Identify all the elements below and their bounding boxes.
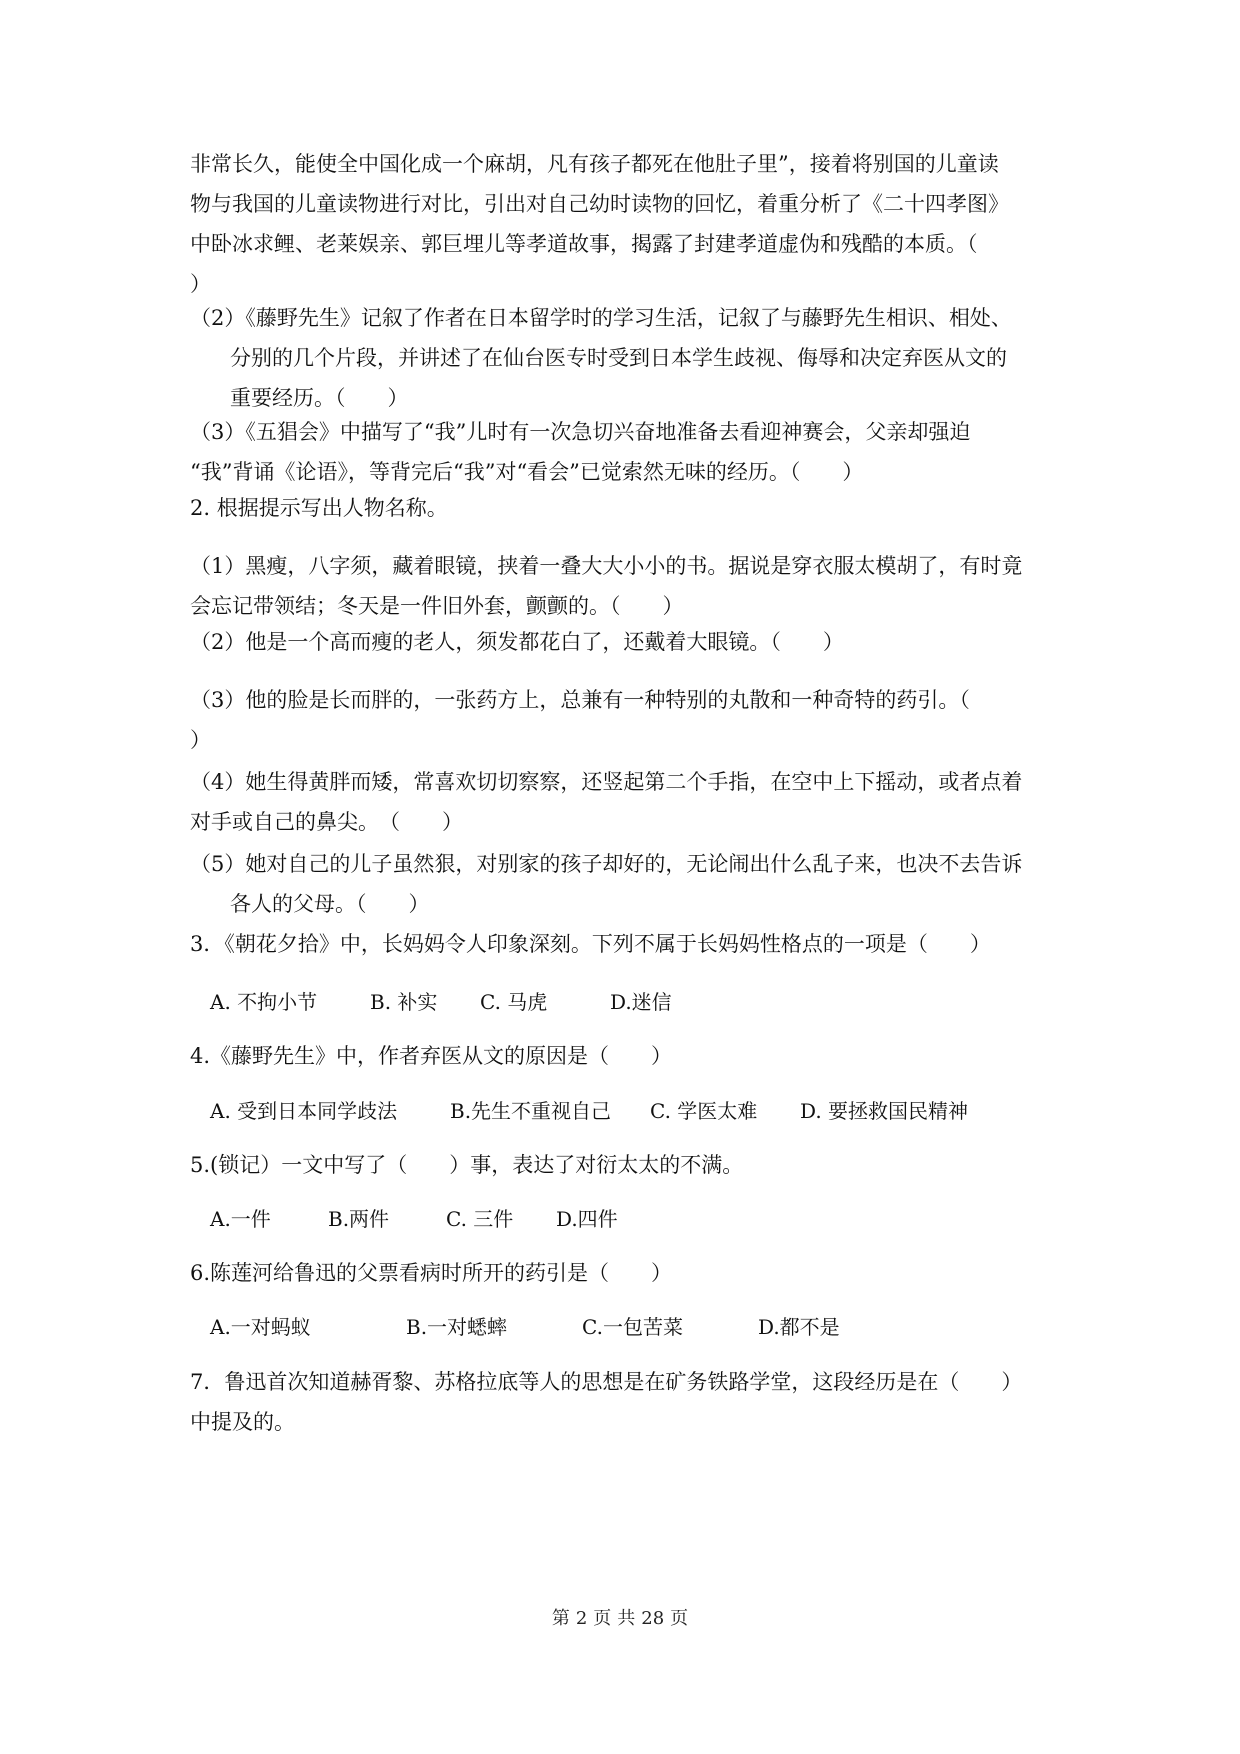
judgement-item-2 [190, 298, 1060, 418]
text-line: （3）他的脸是长而胖的，一张药方上，总兼有一种特别的丸散和一种奇特的药引。（ [190, 688, 970, 712]
option-d[interactable]: D.迷信 [610, 990, 672, 1014]
character-clue-5 [190, 844, 1060, 924]
text-line: ） [190, 272, 211, 296]
text-line: 7．鲁迅首次知道赫胥黎、苏格拉底等人的思想是在矿务铁路学堂，这段经历是在（ ） [190, 1370, 1023, 1394]
text-line: 重要经历。（ ） [230, 386, 409, 410]
page-footer [0, 1604, 1240, 1630]
footer-mid2: 共 [617, 1608, 636, 1629]
option-c[interactable]: C. 学医太难 [650, 1099, 758, 1123]
option-a[interactable]: A. 受到日本同学歧法 [210, 1099, 398, 1123]
footer-prefix: 第 [551, 1608, 570, 1629]
text-line: ） [190, 728, 211, 752]
text-line: 各人的父母。（ ） [230, 892, 430, 916]
text-line: 中卧冰求鲤、老莱娱亲、郭巨埋儿等孝道故事，揭露了封建孝道虚伪和残酷的本质。（ [190, 232, 978, 256]
option-b[interactable]: B.一对蟋蟀 [406, 1315, 508, 1339]
text-line: 非常长久，能使全中国化成一个麻胡，凡有孩子都死在他肚子里”，接着将别国的儿童读 [190, 152, 999, 176]
character-clue-4 [190, 762, 1060, 842]
character-clue-3 [190, 680, 1060, 760]
option-a[interactable]: A.一对蚂蚁 [210, 1315, 311, 1339]
text-line: 6.陈莲河给鲁迅的父票看病时所开的药引是（ ） [190, 1261, 673, 1285]
text-line: 2. 根据提示写出人物名称。 [190, 496, 448, 520]
question-5 [190, 1145, 1060, 1185]
text-line: （1）黑瘦，八字须，藏着眼镜，挟着一叠大大小小的书。据说是穿衣服太模胡了，有时竟 [190, 554, 1023, 578]
text-line: （4）她生得黄胖而矮，常喜欢切切察察，还竖起第二个手指，在空中上下摇动，或者点着 [190, 770, 1023, 794]
paragraph-continuation [190, 144, 1060, 304]
question-4 [190, 1036, 1060, 1076]
question-3 [190, 924, 1060, 964]
text-line: 中提及的。 [190, 1410, 295, 1434]
question-2-title [190, 488, 1060, 528]
option-d[interactable]: D.四件 [556, 1207, 618, 1231]
text-line: 5.(锁记）一文中写了（ ）事，表达了对衍太太的不满。 [190, 1153, 744, 1177]
text-line: （3）《五猖会》中描写了“我”儿时有一次急切兴奋地准备去看迎神赛会，父亲却强迫 [190, 420, 971, 444]
question-3-options [210, 987, 672, 1017]
option-c[interactable]: C. 马虎 [480, 990, 548, 1014]
text-line: “我”背诵《论语》，等背完后“我”对“看会”已觉索然无味的经历。（ ） [190, 460, 864, 484]
question-5-options [210, 1204, 618, 1234]
text-line: 对手或自己的鼻尖。 （ ） [190, 810, 463, 834]
character-clue-2 [190, 622, 1060, 662]
text-line: 4.《藤野先生》中，作者弃医从文的原因是（ ） [190, 1044, 673, 1068]
footer-mid1: 页 [593, 1608, 612, 1629]
option-b[interactable]: B.两件 [328, 1207, 390, 1231]
option-d[interactable]: D. 要拯救国民精神 [800, 1099, 969, 1123]
option-a[interactable]: A. 不拘小节 [210, 990, 318, 1014]
question-4-options [210, 1096, 968, 1126]
text-line: 3．《朝花夕拾》中，长妈妈令人印象深刻。下列不属于长妈妈性格点的一项是（ ） [190, 932, 991, 956]
judgement-item-3 [190, 412, 1060, 492]
page-total: 28 [641, 1608, 665, 1629]
character-clue-1 [190, 546, 1060, 626]
text-line: （5）她对自己的儿子虽然狠，对别家的孩子却好的，无论闹出什么乱子来，也决不去告诉 [190, 852, 1023, 876]
footer-suffix: 页 [670, 1608, 689, 1629]
text-line: （2）《藤野先生》记叙了作者在日本留学时的学习生活，记叙了与藤野先生相识、相处、 [190, 306, 1012, 330]
option-a[interactable]: A.一件 [210, 1207, 271, 1231]
text-line: 分别的几个片段，并讲述了在仙台医专时受到日本学生歧视、侮辱和决定弃医从文的 [230, 346, 1007, 370]
page-number: 2 [575, 1608, 588, 1629]
option-b[interactable]: B.先生不重视自己 [450, 1099, 612, 1123]
question-6 [190, 1253, 1060, 1293]
question-7 [190, 1362, 1060, 1442]
option-c[interactable]: C. 三件 [446, 1207, 514, 1231]
option-d[interactable]: D.都不是 [758, 1315, 840, 1339]
text-line: （2）他是一个高而瘦的老人，须发都花白了，还戴着大眼镜。（ ） [190, 630, 844, 654]
question-6-options [210, 1312, 840, 1342]
text-line: 物与我国的儿童读物进行对比，引出对自己幼时读物的回忆，着重分析了《二十四孝图》 [190, 192, 1009, 216]
option-c[interactable]: C.一包苦菜 [582, 1315, 683, 1339]
text-line: 会忘记带领结；冬天是一件旧外套，颤颤的。（ ） [190, 594, 684, 618]
option-b[interactable]: B. 补实 [370, 990, 438, 1014]
